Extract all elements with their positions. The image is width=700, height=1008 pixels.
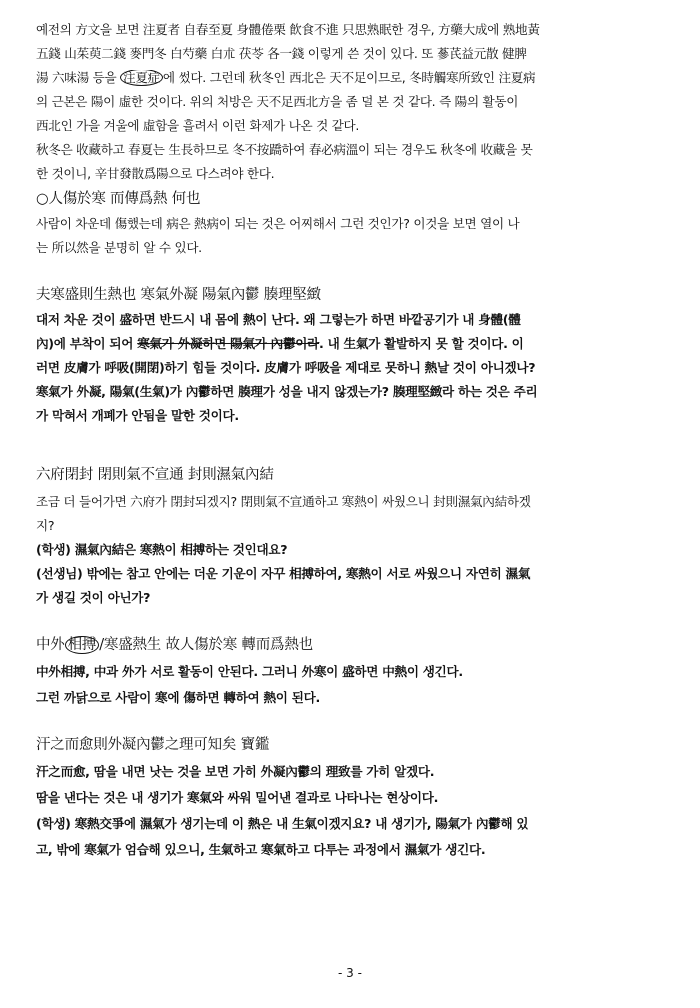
page-number: - 3 -	[338, 966, 362, 980]
underlined-phrase: 濕氣內結	[216, 467, 274, 483]
paragraph-4-line-1: 조금 더 들어가면 六府가 閉封되겠지? 閉則氣不宣通하고 寒熱이 싸웠으니 封則濕氣內結하겠	[36, 494, 531, 509]
struck-phrase: 寒氣가 外凝하면 陽氣가 內鬱이라	[137, 336, 320, 351]
text-segment: 이다. 위의 처방은 天不足西北方을 좀 덜 본 것 같다. 즉 陽의 활동이	[158, 94, 519, 109]
text-segment: . 내 生氣가 활발하지 못 할 것이다. 이	[319, 336, 524, 351]
heading-segment: 中外	[36, 637, 65, 653]
circled-term: 相搏	[65, 636, 100, 654]
paragraph-4-line-2: 지?	[36, 518, 55, 533]
section-heading-4	[36, 636, 666, 654]
text-segment: 고, 밖에 寒氣가 엄습해 있으니,	[36, 842, 209, 857]
paragraph-1-line-5: 西北인 가을 겨울에 虛함을 흘려서 이런 화제가 나온 것 같다.	[36, 118, 360, 133]
underlined-phrase: 의 근본은 陽이 虛한 것	[36, 94, 159, 109]
text-segment: 中外相搏, 中과 外가	[36, 664, 151, 679]
text-segment: 등을	[88, 70, 121, 85]
paragraph-6-line-1: 汗之而愈, 땀을 내면 낫는 것을 보면 가히 外凝內鬱의 理致를 가히 알겠다.	[36, 764, 435, 779]
paragraph-1-line-4	[36, 94, 666, 110]
paragraph-1-line-6: 秋冬은 收藏하고 春夏는 生長하므로 冬不按蹻하여 春必病溫이 되는 경우도 秋冬에 收藏을 못	[36, 142, 533, 157]
section-heading-1: ○人傷於寒 而傳爲熱 何也	[36, 191, 201, 207]
heading-segment: /寒盛熱生 故人傷於寒 轉而爲熱也	[99, 637, 313, 653]
underlined-phrase: 서로 활동이 안된다	[150, 664, 254, 679]
underlined-phrase: 外寒이 盛하면 中熱이 생긴다	[301, 664, 459, 679]
underlined-phrase: 秋冬인 西北은 天不足이므로, 冬時觸寒所致인 注夏病	[248, 70, 536, 85]
circled-term: 注夏症	[120, 70, 163, 86]
underlined-phrase: 生氣하고 寒氣하고 다투는 과정에서 濕氣가 생긴다	[208, 842, 481, 857]
paragraph-1-line-7: 한 것이니, 辛甘發散爲陽으로 다스려야 한다.	[36, 166, 275, 181]
heading-segment: 六府閉封 閉則氣不宣通 封則	[36, 467, 217, 483]
section-heading-3	[36, 466, 666, 484]
text-segment: 에 썼다. 그런데	[162, 70, 249, 85]
paragraph-2-line-2: 는 所以然을 분명히 알 수 있다.	[36, 240, 202, 255]
text-segment: 五錢 山茱萸二錢 麥門冬 白芍藥 白朮 茯苓 各一錢 이렇게 쓴 것이 있다.	[36, 46, 418, 61]
paragraph-1-line-3	[36, 70, 666, 86]
paragraph-6-line-2: 땀을 낸다는 것은 내 생기가 寒氣와 싸워 밀어낸 결과로 나타나는 현상이다.	[36, 790, 439, 805]
section-heading-5: 汗之而愈則外凝內鬱之理可知矣 寶鑑	[36, 737, 270, 753]
paragraph-3-line-1: 대저 차운 것이 盛하면 반드시 내 몸에 熱이 난다. 왜 그렇는가 하면 바깥공기가 내 身體(體	[36, 312, 521, 327]
paragraph-1-line-2	[36, 46, 666, 62]
paragraph-3-line-5: 가 막혀서 개폐가 안됨을 말한 것이다.	[36, 408, 239, 423]
text-segment: .	[458, 664, 463, 679]
paragraph-2-line-1: 사람이 차운데 傷했는데 病은 熱病이 되는 것은 어찌해서 그런 것인가? 이것을 보면 열이 나	[36, 216, 520, 231]
paragraph-3-line-4: 寒氣가 外凝, 陽氣(生氣)가 內鬱하면 腠理가 성을 내지 않겠는가? 腠理堅緻라 하는 것은 주리	[36, 384, 538, 399]
paragraph-5-line-1	[36, 664, 666, 680]
text-segment: .	[480, 842, 486, 857]
section-heading-2: 夫寒盛則生熱也 寒氣外凝 陽氣內鬱 腠理堅緻	[36, 287, 321, 303]
teacher-answer-line-1: (선생님) 밖에는 참고 안에는 더운 기운이 자꾸 相搏하여, 寒熱이 서로 싸웠으니 자연히 濕氣	[36, 566, 531, 581]
text-segment: . 그러니	[253, 664, 302, 679]
paragraph-6-line-3: (학생) 寒熱交爭에 濕氣가 생기는데 이 熱은 내 生氣이겠지요? 내 생기가, 陽氣가 內鬱해 있	[36, 816, 529, 831]
paragraph-1-line-1: 예전의 方文을 보면 注夏者 自春至夏 身體倦栗 飮食不進 只思熟眠한 경우, 方藥大成에 熟地黃	[36, 22, 540, 37]
paragraph-3-line-2	[36, 336, 666, 352]
underlined-phrase: 湯 六味湯	[36, 70, 89, 85]
paragraph-6-line-4	[36, 842, 666, 858]
underlined-phrase: 또 蔘芪益元散 健脾	[421, 46, 527, 61]
paragraph-5-line-2: 그런 까닭으로 사람이 寒에 傷하면 轉하여 熱이 된다.	[36, 690, 320, 705]
paragraph-3-line-3: 러면 皮膚가 呼吸(開閉)하기 힘들 것이다. 皮膚가 呼吸을 제대로 못하니 熱날 것이 아니겠나?	[36, 360, 536, 375]
student-question: (학생) 濕氣內結은 寒熱이 相搏하는 것인대요?	[36, 542, 288, 557]
text-segment: 內)에 부착이 되어	[36, 336, 138, 351]
teacher-answer-line-2: 가 생길 것이 아닌가?	[36, 590, 151, 605]
